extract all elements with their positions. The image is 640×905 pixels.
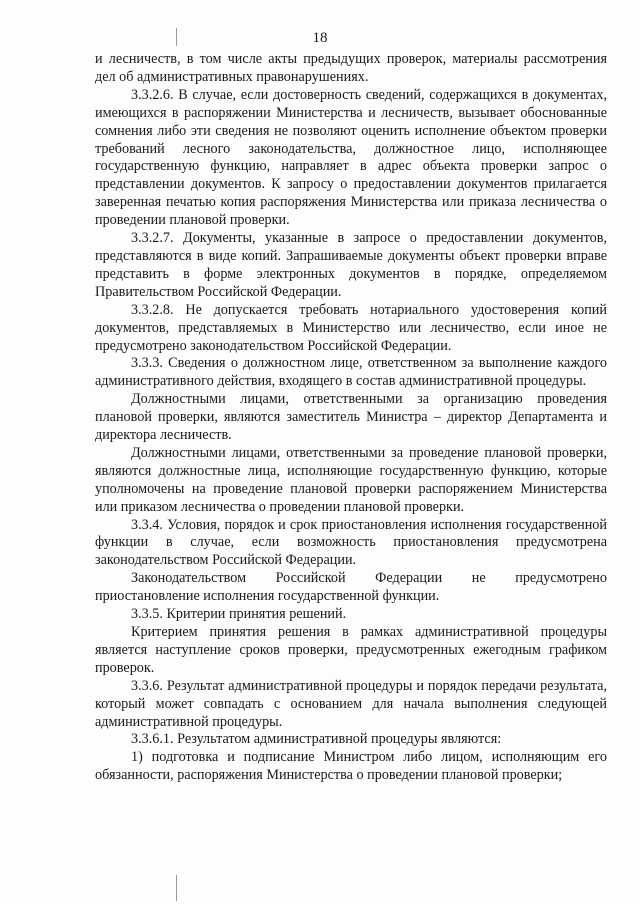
scan-artifact-line (176, 875, 177, 901)
paragraph: Должностными лицами, ответственными за проведение плановой проверки, являются должностные лица, исполняющие государственную функцию, которые уполномочены на проведение плановой проверки распоряжением Министерства или приказом лесничества о проведении плановой проверки. (95, 444, 607, 515)
paragraph: 3.3.2.7. Документы, указанные в запросе о предоставлении документов, представляются в виде копий. Запрашиваемые документы объект проверки вправе представить в форме электронных документов в порядке, определяемом Правительством Российской Федерации. (95, 230, 607, 300)
paragraph: 3.3.4. Условия, порядок и срок приостановления исполнения государственной функции в случае, если возможность приостановления предусмотрена законодательством Российской Федерации. (95, 516, 607, 569)
paragraph: 3.3.2.8. Не допускается требовать нотариального удостоверения копий документов, представляемых в Министерство или лесничество, если иное не предусмотрено законодательством Российской Федерации. (95, 301, 607, 354)
paragraph: 3.3.6.1. Результатом административной процедуры являются: (131, 731, 502, 748)
paragraph: Законодательством Российской Федерации не предусмотрено приостановление исполнения государственной функции. (95, 570, 607, 605)
paragraph: Критерием принятия решения в рамках административной процедуры является наступление сроков проверки, предусмотренных ежегодным графиком проверок. (95, 624, 607, 676)
document-body (95, 51, 607, 785)
paragraph: и лесничеств, в том числе акты предыдущих проверок, материалы рассмотрения дел об административных правонарушениях. (95, 51, 607, 85)
paragraph: 3.3.6. Результат административной процедуры и порядок передачи результата, который может совпадать с основанием для начала выполнения следующей административной процедуры. (95, 677, 607, 730)
paragraph: 3.3.2.6. В случае, если достоверность сведений, содержащихся в документах, имеющихся в распоряжении Министерства и лесничеств, вызывает обоснованные сомнения либо эти сведения не позволяют оценить исполнение объектом проверки требований лесного законодательства, должностное лицо, исполняющее государственную функцию, направляет в адрес объекта проверки запрос о представлении документов. К запросу о предоставлении документов прилагается заверенная печатью копия распоряжения Министерства или приказа лесничества о проведении плановой проверки. (95, 86, 607, 229)
paragraph: 3.3.5. Критерии принятия решений. (131, 606, 347, 623)
page-number: 18 (312, 30, 328, 46)
paragraph: Должностными лицами, ответственными за организацию проведения плановой проверки, являются заместитель Министра – директор Департамента и директора лесничеств. (95, 391, 607, 444)
paragraph: 3.3.3. Сведения о должностном лице, ответственном за выполнение каждого административного действия, входящего в состав административной процедуры. (95, 355, 607, 390)
paragraph: 1) подготовка и подписание Министром либо лицом, исполняющим его обязанности, распоряжения Министерства о проведении плановой проверки; (95, 749, 607, 784)
